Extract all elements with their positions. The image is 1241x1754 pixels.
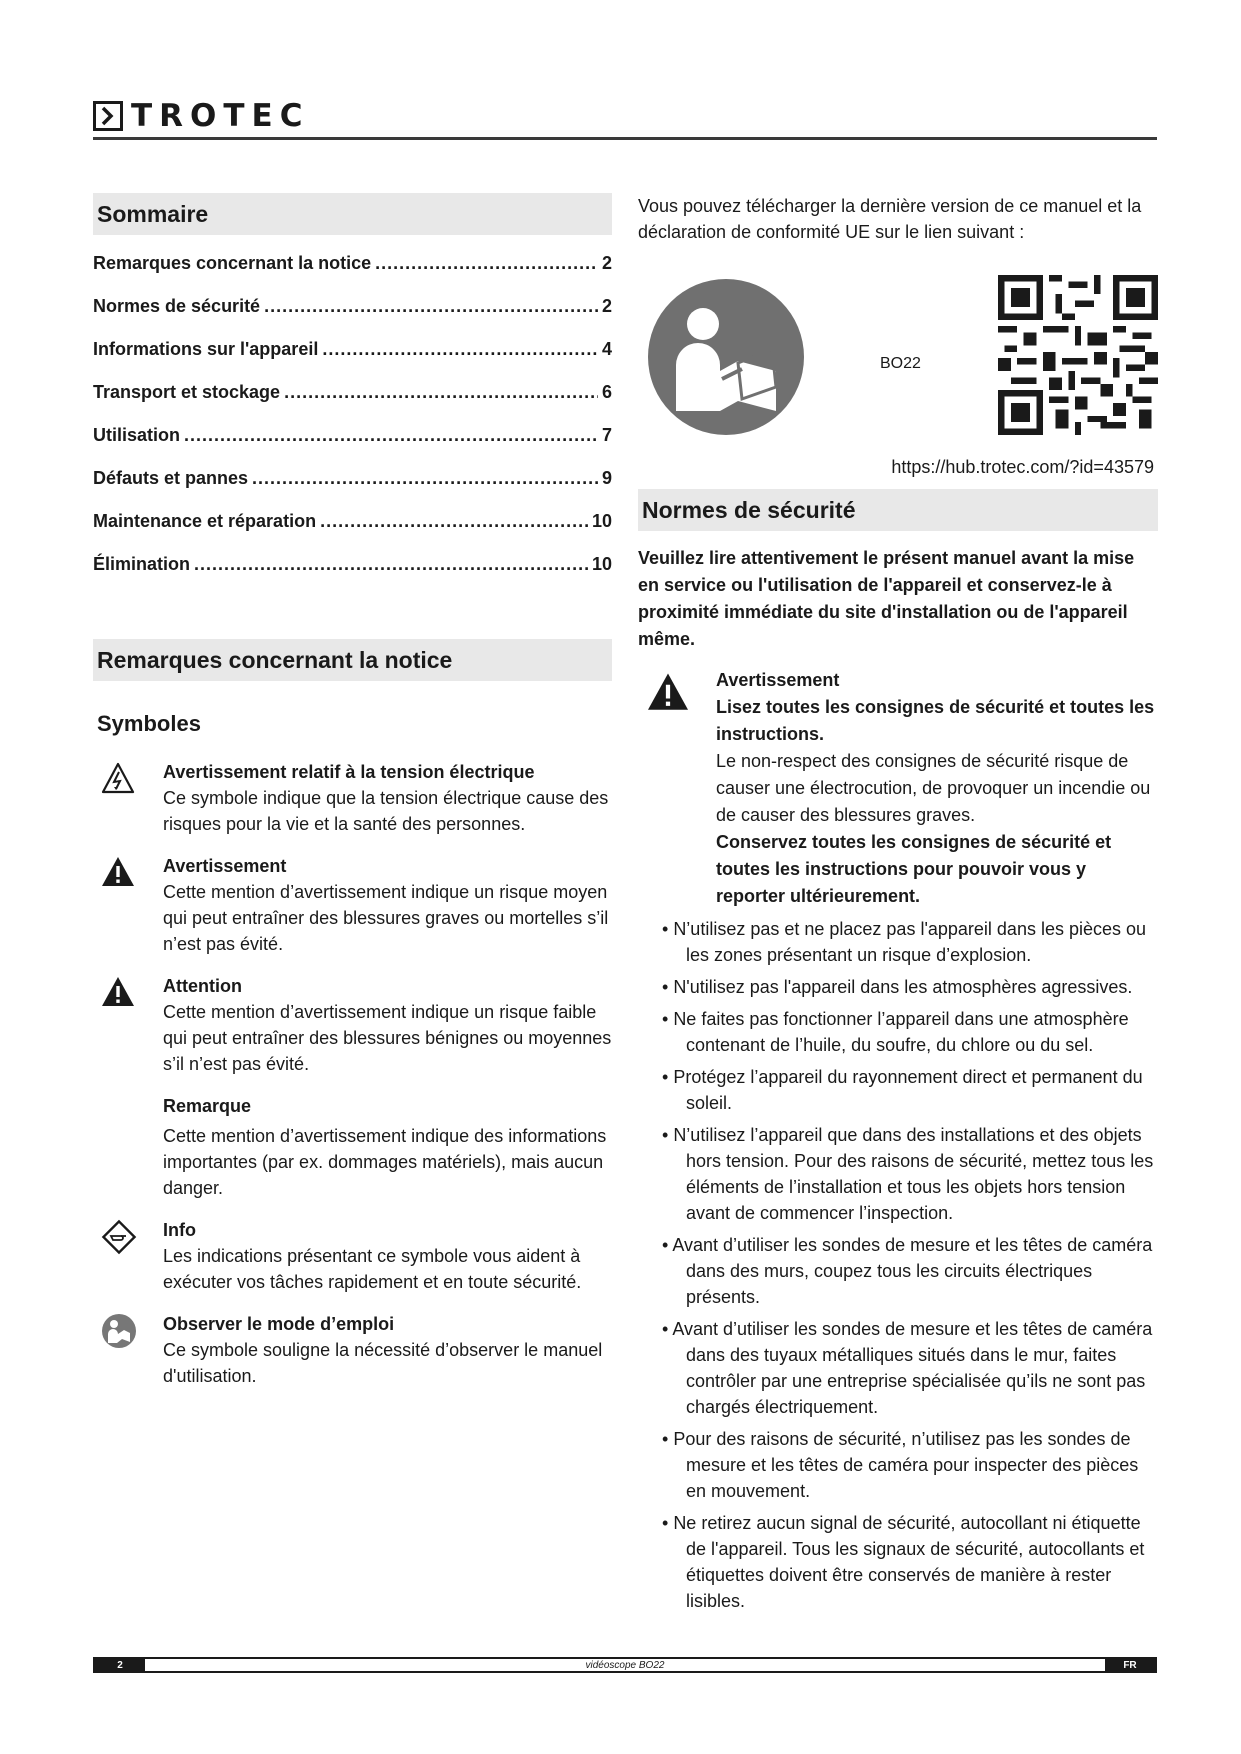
safety-bullet: • N’utilisez l’appareil que dans des installations et des objets hors tension. Pour des raisons de sécurité, mettez tous les éléments de l’installation et tous les objets hors tension avant de commencer l’inspection.: [646, 1122, 1158, 1226]
symbol-attention: [93, 973, 612, 1077]
read-manual-icon: [93, 1311, 163, 1389]
symbols-heading: Symboles: [97, 711, 201, 736]
right-column: [638, 193, 1158, 1620]
toc-entry-page: 7: [601, 425, 612, 445]
warning-text: Le non-respect des consignes de sécurité risque de causer une électrocution, de provoquer un incendie ou de causer des blessures graves.: [716, 751, 1151, 825]
symbol-remark: [93, 1093, 612, 1201]
toc-leader-dots: [284, 382, 598, 403]
toc-leader-dots: [375, 253, 598, 274]
toc-entry-title: Remarques concernant la notice: [93, 253, 372, 273]
toc-entry-page: 2: [601, 296, 612, 316]
qr-code-icon: [998, 275, 1158, 435]
safety-bullet: • N'utilisez pas l'appareil dans les atmosphères agressives.: [646, 974, 1158, 1000]
symbol-title: Avertissement relatif à la tension électrique: [163, 762, 535, 782]
symbol-text: Cette mention d’avertissement indique des informations importantes (par ex. dommages matériels), mais aucun danger.: [163, 1126, 607, 1198]
page-footer: [93, 1657, 1157, 1673]
toc-entry-title: Utilisation: [93, 425, 181, 445]
symbol-title: Observer le mode d’emploi: [163, 1314, 395, 1334]
toc-entry-page: 4: [601, 339, 612, 359]
attention-icon: [93, 973, 163, 1077]
toc-leader-dots: [322, 339, 598, 360]
toc-entry-title: Informations sur l'appareil: [93, 339, 319, 359]
electric-hazard-icon: [93, 759, 163, 837]
read-manual-large-icon: [648, 279, 804, 435]
safety-bullet: • N’utilisez pas et ne placez pas l'appareil dans les pièces ou les zones présentant un risque d’explosion.: [646, 916, 1158, 968]
symbol-title: Info: [163, 1220, 196, 1240]
warning-icon: [93, 853, 163, 957]
symbol-title: Attention: [163, 976, 242, 996]
info-hand-icon: [93, 1217, 163, 1295]
toc-entry[interactable]: [93, 382, 612, 425]
safety-bullet: • Protégez l’appareil du rayonnement direct et permanent du soleil.: [646, 1064, 1158, 1116]
safety-warning: [638, 667, 1158, 910]
safety-lead: Veuillez lire attentivement le présent manuel avant la mise en service ou l'utilisation de l'appareil et conservez-le à proximité immédiate du site d'installation ou de l'appareil même.: [638, 548, 1135, 649]
symbol-text: Cette mention d’avertissement indique un risque moyen qui peut entraîner des blessures graves ou mortelles s’il n’est pas évité.: [163, 882, 609, 954]
toc-entry[interactable]: [93, 425, 612, 468]
toc-entry-title: Élimination: [93, 554, 191, 574]
symbol-title: Remarque: [163, 1096, 252, 1116]
safety-bullet: • Ne faites pas fonctionner l’appareil dans une atmosphère contenant de l’huile, du soufre, du chlore ou du sel.: [646, 1006, 1158, 1058]
safety-bullet: • Pour des raisons de sécurité, n’utilisez pas les sondes de mesure et les têtes de caméra pour inspecter des pièces en mouvement.: [646, 1426, 1158, 1504]
symbol-electric: [93, 759, 612, 837]
symbol-text: Ce symbole indique que la tension électrique cause des risques pour la vie et la santé des personnes.: [163, 788, 609, 834]
symbol-warning: [93, 853, 612, 957]
download-intro: Vous pouvez télécharger la dernière version de ce manuel et la déclaration de conformité UE sur le lien suivant :: [638, 196, 1142, 242]
toc-entry[interactable]: [93, 468, 612, 511]
symbol-info: [93, 1217, 612, 1295]
left-column: [93, 193, 612, 1405]
safety-bullet-list: [638, 916, 1158, 1614]
footer-product: vidéoscope BO22: [585, 1659, 665, 1671]
page-number: 2: [95, 1659, 145, 1671]
symbol-title: Avertissement: [163, 856, 287, 876]
safety-bullet: • Avant d’utiliser les sondes de mesure et les têtes de caméra dans des tuyaux métalliques situés dans le mur, faites contrôler par une entreprise spécialisée qu’ils ne sont pas chargés électriquement.: [646, 1316, 1158, 1420]
symbol-text: Ce symbole souligne la nécessité d’observer le manuel d'utilisation.: [163, 1340, 603, 1386]
toc-entry-page: 2: [601, 253, 612, 273]
toc-entry[interactable]: [93, 554, 612, 597]
brand-name: TROTEC: [131, 98, 310, 134]
language-code: FR: [1105, 1659, 1155, 1671]
toc-leader-dots: [194, 554, 588, 575]
toc-entry[interactable]: [93, 511, 612, 554]
safety-heading: Normes de sécurité: [638, 489, 1158, 531]
toc-leader-dots: [264, 296, 598, 317]
warning-icon: [638, 667, 716, 910]
toc-entry-title: Transport et stockage: [93, 382, 281, 402]
notes-heading: Remarques concernant la notice: [93, 639, 612, 681]
download-block: [638, 275, 1158, 475]
trotec-logo: [93, 98, 309, 134]
toc-entry-page: 10: [591, 511, 612, 531]
toc-entry-page: 10: [591, 554, 612, 574]
symbol-text: Cette mention d’avertissement indique un risque faible qui peut entraîner des blessures bénignes ou moyennes s’il n’est pas évité.: [163, 1002, 612, 1074]
safety-bullet: • Avant d’utiliser les sondes de mesure et les têtes de caméra dans des murs, coupez tous les circuits électriques présents.: [646, 1232, 1158, 1310]
table-of-contents: [93, 253, 612, 597]
product-code: BO22: [880, 355, 921, 372]
toc-entry[interactable]: [93, 253, 612, 296]
toc-entry-title: Maintenance et réparation: [93, 511, 317, 531]
toc-entry-title: Normes de sécurité: [93, 296, 261, 316]
toc-entry[interactable]: [93, 296, 612, 339]
toc-entry-page: 9: [601, 468, 612, 488]
toc-entry-page: 6: [601, 382, 612, 402]
warning-title: Avertissement: [716, 670, 840, 690]
warning-instruction: Lisez toutes les consignes de sécurité et toutes les instructions.: [716, 697, 1155, 744]
toc-entry-title: Défauts et pannes: [93, 468, 249, 488]
toc-entry[interactable]: [93, 339, 612, 382]
toc-leader-dots: [184, 425, 598, 446]
logo-chevron-icon: [93, 101, 123, 131]
safety-bullet: • Ne retirez aucun signal de sécurité, autocollant ni étiquette de l'appareil. Tous les signaux de sécurité, autocollants et étiquettes doivent être conservés de manière à rester lisibles.: [646, 1510, 1158, 1614]
symbol-text: Les indications présentant ce symbole vous aident à exécuter vos tâches rapidement et en toute sécurité.: [163, 1246, 582, 1292]
warning-keep: Conservez toutes les consignes de sécurité et toutes les instructions pour pouvoir vous y reporter ultérieurement.: [716, 832, 1112, 906]
toc-heading: Sommaire: [93, 193, 612, 235]
download-link[interactable]: https://hub.trotec.com/?id=43579: [891, 457, 1154, 477]
toc-leader-dots: [320, 511, 588, 532]
toc-leader-dots: [252, 468, 598, 489]
header-rule: [93, 137, 1157, 140]
symbol-read-manual: [93, 1311, 612, 1389]
